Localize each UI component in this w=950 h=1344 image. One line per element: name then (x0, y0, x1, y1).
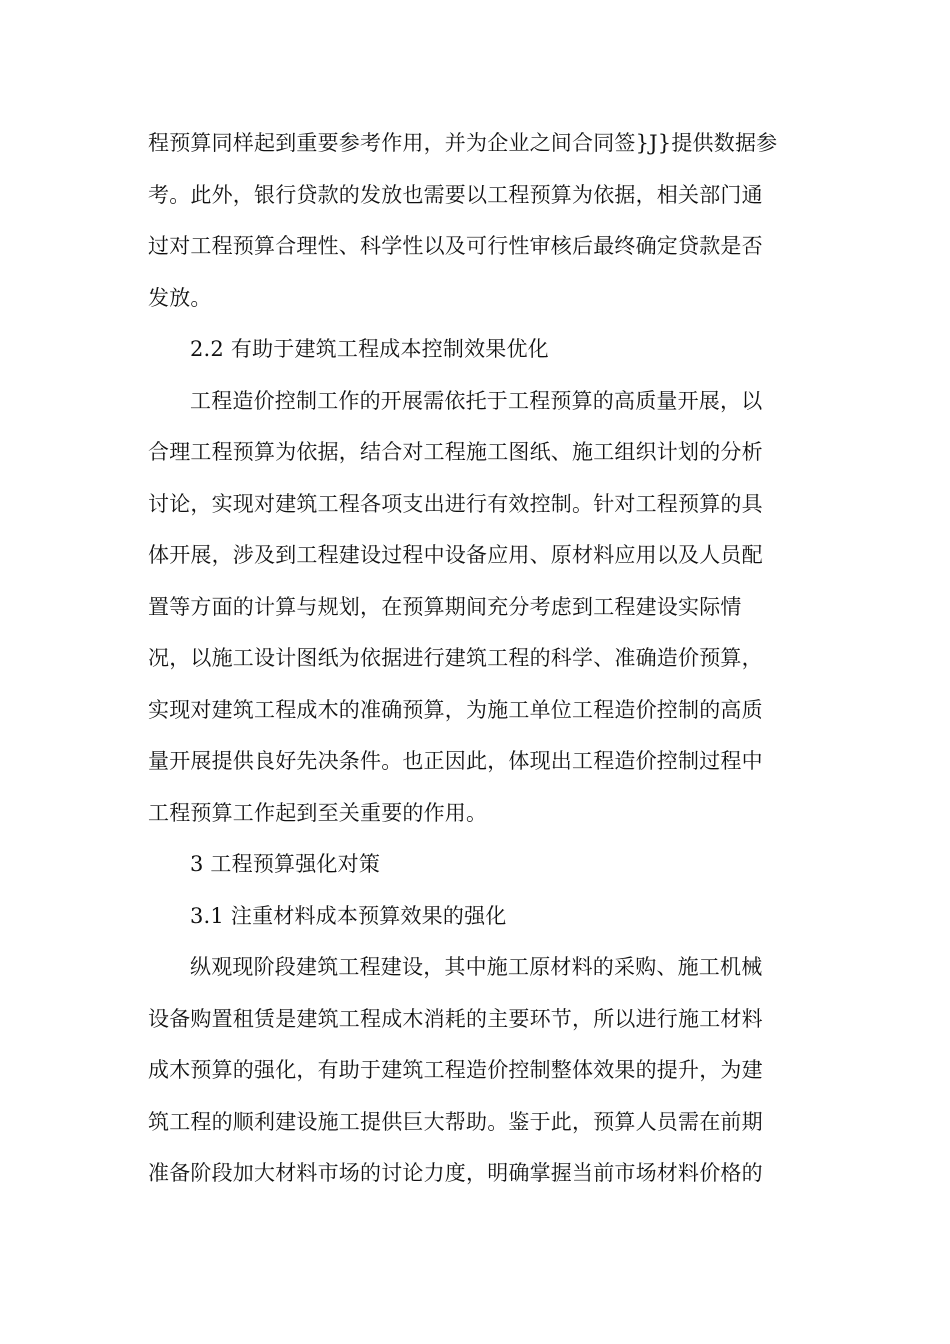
text-line-17: 纵观现阶段建筑工程建设，其中施工原材料的采购、施工机械 (190, 955, 763, 979)
text-line-12: 实现对建筑工程成木的准确预算，为施工单位工程造价控制的高质 (148, 697, 763, 722)
text-line-6: 工程造价控制工作的开展需依托于工程预算的高质量开展，以 (190, 388, 763, 413)
text-line-13: 量开展提供良好先决条件。也正因此，体现出工程造价控制过程中 (148, 749, 763, 773)
section-heading-3: 3 工程预算强化对策 (190, 852, 381, 876)
text-line-19: 成木预算的强化，有助于建筑工程造价控制整体效果的提升，为建 (148, 1058, 763, 1082)
section-heading-2-2: 2.2 有助于建筑工程成本控制效果优化 (190, 337, 549, 361)
text-line-11: 况，以施工设计图纸为依据进行建筑工程的科学、准确造价预算， (148, 646, 763, 670)
text-line-14: 工程预算工作起到至关重要的作用。 (148, 800, 488, 825)
text-line-20: 筑工程的顺利建设施工提供巨大帮助。鉴于此，预算人员需在前期 (148, 1109, 763, 1134)
text-line-9: 体开展，涉及到工程建设过程中设备应用、原材料应用以及人员配 (148, 543, 763, 567)
text-line-8: 讨论，实现对建筑工程各项支出进行有效控制。针对工程预算的具 (148, 491, 763, 516)
text-line-18: 设备购置租赁是建筑工程成木消耗的主要环节，所以进行施工材料 (148, 1006, 763, 1031)
text-line-3: 过对工程预算合理性、科学性以及可行性审核后最终确定贷款是否 (148, 234, 763, 258)
document-body (148, 118, 808, 1200)
text-line-21: 准备阶段加大材料市场的讨论力度，明确掌握当前市场材料价格的 (148, 1161, 763, 1185)
text-line-4: 发放。 (148, 285, 212, 310)
text-line-7: 合理工程预算为依据，结合对工程施工图纸、施工组织计划的分析 (148, 440, 763, 464)
text-line-1: 程预算同样起到重要参考作用，并为企业之间合同签}J}提供数据参 (148, 131, 778, 155)
text-line-10: 置等方面的计算与规划，在预算期间充分考虑到工程建设实际情 (148, 594, 742, 619)
text-line-2: 考。此外，银行贷款的发放也需要以工程预算为依据，相关部门通 (148, 182, 763, 207)
section-heading-3-1: 3.1 注重材料成本预算效果的强化 (190, 903, 507, 928)
